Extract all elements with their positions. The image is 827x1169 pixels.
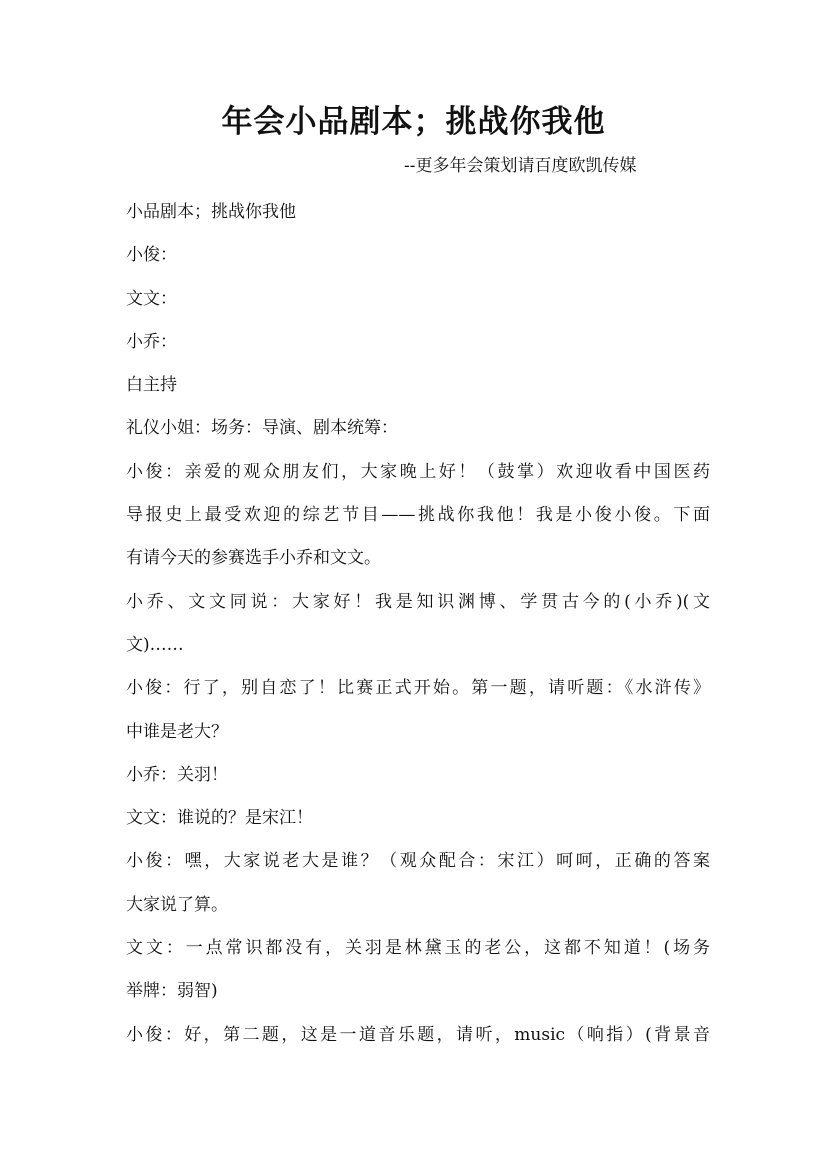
cast-line-xiaoqiao [126,321,710,364]
text-line: 举牌：弱智) [126,981,218,1002]
dialogue-paragraph [126,754,710,797]
document-body [126,191,710,1057]
dialogue-paragraph [126,840,710,927]
text-line: 文文： [126,288,177,309]
text-line: 小乔、文文同说：大家好！我是知识渊博、学贯古今的(小乔)(文 [126,591,710,612]
text-line: 小乔： [126,331,177,352]
dialogue-paragraph [126,581,710,668]
document-subtitle: --更多年会策划请百度欧凯传媒 [404,156,637,176]
dialogue-paragraph [126,451,710,581]
text-line: 文文：谁说的？是宋江！ [126,808,313,829]
text-line: 白主持 [126,375,177,396]
text-line: 小俊：好，第二题，这是一道音乐题，请听，music（响指）(背景音 [126,1024,710,1045]
document-title: 年会小品剧本；挑战你我他 [221,104,606,140]
dialogue-paragraph [126,1014,710,1057]
text-line: 小品剧本；挑战你我他 [126,202,296,222]
text-line: 小俊： [126,245,177,266]
text-line: 小乔：关羽！ [126,764,228,785]
text-line: 小俊：亲爱的观众朋友们，大家晚上好！（鼓掌）欢迎收看中国医药 [126,461,710,482]
cast-line-host [126,364,710,407]
dialogue-paragraph [126,927,710,1014]
text-line: 有请今天的参赛选手小乔和文文。 [126,548,381,569]
dialogue-paragraph [126,667,710,754]
cast-line-xiaojun [126,234,710,277]
dialogue-paragraph [126,797,710,840]
text-line: 大家说了算。 [126,894,228,915]
crew-line [126,407,710,450]
script-heading [126,191,710,234]
cast-line-wenwen [126,278,710,321]
text-line: 小俊：嘿，大家说老大是谁？（观众配合：宋江）呵呵，正确的答案 [126,851,710,872]
text-line: 文文：一点常识都没有，关羽是林黛玉的老公，这都不知道！(场务 [126,938,710,959]
text-line: 文)…… [126,634,184,655]
text-line: 中谁是老大？ [126,721,228,742]
text-line: 导报史上最受欢迎的综艺节目——挑战你我他！我是小俊小俊。下面 [126,505,710,526]
text-line: 小俊：行了，别自恋了！比赛正式开始。第一题，请听题：《水浒传》 [126,678,710,699]
text-line: 礼仪小姐：场务：导演、剧本统筹： [126,418,398,439]
